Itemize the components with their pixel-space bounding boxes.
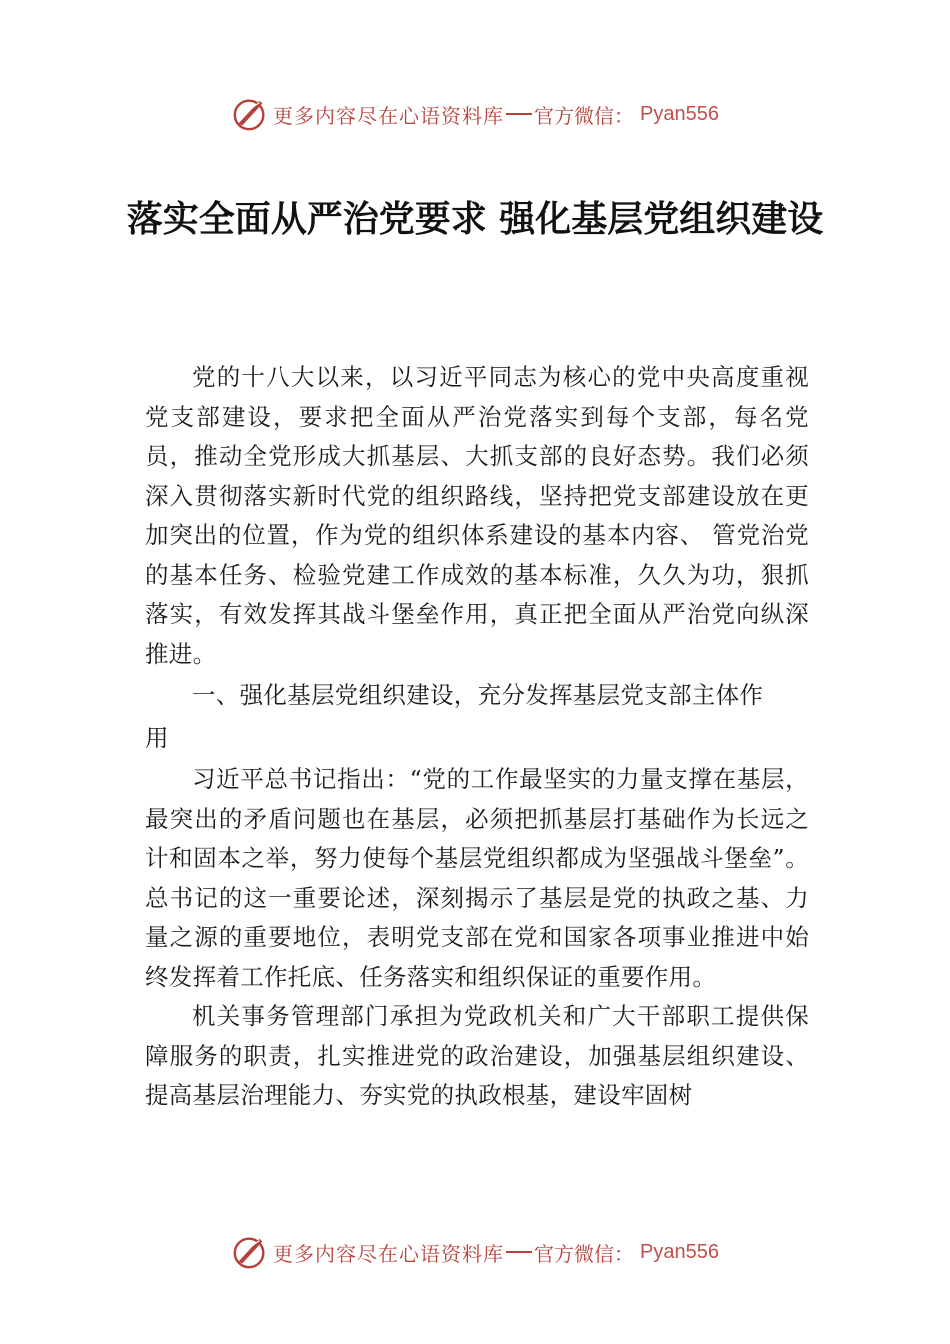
quill-pen-icon — [231, 95, 269, 133]
document-title: 落实全面从严治党要求 强化基层党组织建设 — [126, 198, 824, 240]
body-paragraph: 习近平总书记指出：“党的工作最坚实的力量支撑在基层，最突出的矛盾问题也在基层，必须把抓基层打基础作为长远之计和固本之举，努力使每个基层党组织都成为坚强战斗堡垒”。总书记的这一重要论述，深刻揭示了基层是党的执政之基、力量之源的重要地位，表明党支部在党和国家各项事业推进中始终发挥着工作托底、任务落实和组织保证的重要作用。 — [145, 765, 809, 991]
watermark-handle: Pyan556 — [640, 102, 719, 125]
watermark-brand: 更多内容尽在心语资料库 — [273, 103, 505, 128]
watermark-brand: 更多内容尽在心语资料库 — [273, 1241, 505, 1266]
watermark-dash — [506, 1251, 532, 1253]
watermark-dash — [506, 113, 532, 115]
body-paragraph: 机关事务管理部门承担为党政机关和广大干部职工提供保障服务的职责，扎实推进党的政治建设，加强基层组织建设、提高基层治理能力、夯实党的执政根基，建设牢固树 — [145, 1002, 809, 1109]
watermark-label: 官方微信： — [534, 1241, 635, 1266]
watermark-handle: Pyan556 — [640, 1240, 719, 1263]
document-body — [145, 358, 809, 1116]
section-heading: 一、强化基层党组织建设，充分发挥基层党支部主体作用 — [145, 681, 764, 752]
footer-watermark — [0, 1232, 950, 1272]
body-paragraph: 党的十八大以来，以习近平同志为核心的党中央高度重视党支部建设，要求把全面从严治党落实到每个支部，每名党员，推动全党形成大抓基层、大抓支部的良好态势。我们必须深入贯彻落实新时代党的组织路线，坚持把党支部建设放在更加突出的位置，作为党的组织体系建设的基本内容、 管党治党的基本任务、检验党建工作成效的基本标准，久久为功，狠抓落实，有效发挥其战斗堡垒作用，真正把全面从严治党向纵深推进。 — [145, 363, 809, 668]
quill-pen-icon — [231, 1233, 269, 1271]
watermark-label: 官方微信： — [534, 103, 635, 128]
header-watermark — [0, 94, 950, 134]
